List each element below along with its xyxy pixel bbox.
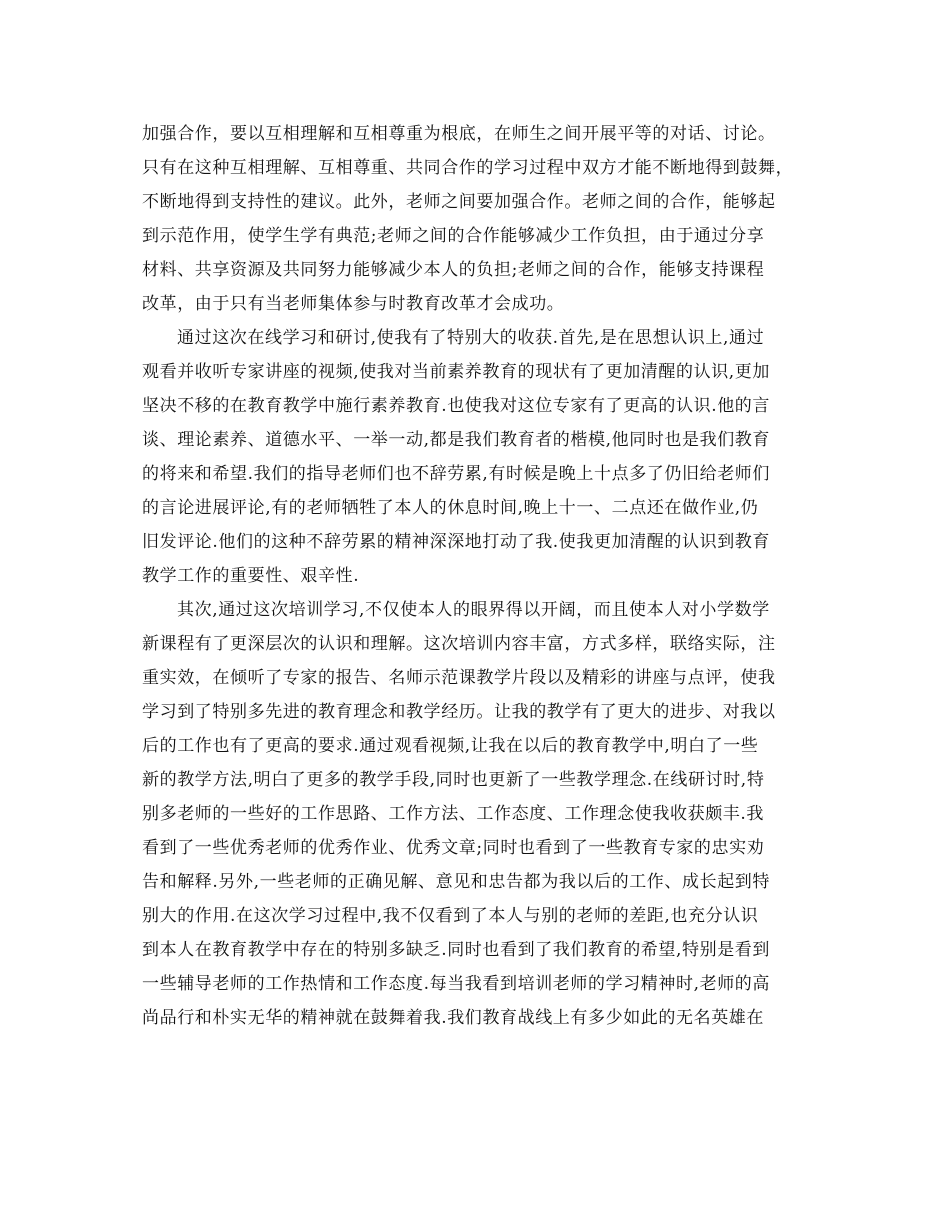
- document-body: [142, 117, 822, 1035]
- text-line: 教学工作的重要性、艰辛性.: [142, 566, 360, 586]
- text-line: 只有在这种互相理解、互相尊重、共同合作的学习过程中双方才能不断地得到鼓舞，: [142, 158, 794, 178]
- text-line: 材料、共享资源及共同努力能够减少本人的负担;老师之间的合作，能够支持课程: [142, 260, 765, 280]
- text-line: 看到了一些优秀老师的优秀作业、优秀文章;同时也看到了一些教育专家的忠实劝: [142, 838, 765, 858]
- text-line: 到本人在教育教学中存在的特别多缺乏.同时也看到了我们教育的希望,特别是看到: [142, 940, 771, 960]
- text-line: 观看并收听专家讲座的视频,使我对当前素养教育的现状有了更加清醒的认识,更加: [142, 362, 771, 382]
- text-line: 新的教学方法,明白了更多的教学手段,同时也更新了一些教学理念.在线研讨时,特: [142, 770, 765, 790]
- text-line: 坚决不移的在教育教学中施行素养教育.也使我对这位专家有了更高的认识.他的言: [142, 396, 771, 416]
- text-line: 新课程有了更深层次的认识和理解。这次培训内容丰富，方式多样，联络实际，注: [142, 634, 776, 654]
- text-line: 尚品行和朴实无华的精神就在鼓舞着我.我们教育战线上有多少如此的无名英雄在: [142, 1008, 765, 1028]
- text-line: 的言论进展评论,有的老师牺牲了本人的休息时间,晚上十一、二点还在做作业,仍: [142, 498, 759, 518]
- text-line: 别大的作用.在这次学习过程中,我不仅看到了本人与别的老师的差距,也充分认识: [142, 906, 759, 926]
- text-line: 谈、理论素养、道德水平、一举一动,都是我们教育者的楷模,他同时也是我们教育: [142, 430, 771, 450]
- text-line: 加强合作，要以互相理解和互相尊重为根底，在师生之间开展平等的对话、讨论。: [142, 124, 776, 144]
- paragraph-1: [142, 117, 822, 321]
- text-line: 别多老师的一些好的工作思路、工作方法、工作态度、工作理念使我收获颇丰.我: [142, 804, 765, 824]
- text-line: 通过这次在线学习和研讨,使我有了特别大的收获.首先,是在思想认识上,通过: [177, 328, 765, 348]
- text-line: 旧发评论.他们的这种不辞劳累的精神深深地打动了我.使我更加清醒的认识到教育: [142, 532, 771, 552]
- text-line: 其次,通过这次培训学习,不仅使本人的眼界得以开阔，而且使本人对小学数学: [177, 600, 770, 620]
- text-line: 学习到了特别多先进的教育理念和教学经历。让我的教学有了更大的进步、对我以: [142, 702, 776, 722]
- text-line: 不断地得到支持性的建议。此外，老师之间要加强合作。老师之间的合作，能够起: [142, 192, 776, 212]
- text-line: 后的工作也有了更高的要求.通过观看视频,让我在以后的教育教学中,明白了一些: [142, 736, 759, 756]
- text-line: 一些辅导老师的工作热情和工作态度.每当我看到培训老师的学习精神时,老师的高: [142, 974, 771, 994]
- text-line: 的将来和希望.我们的指导老师们也不辞劳累,有时候是晚上十点多了仍旧给老师们: [142, 464, 771, 484]
- paragraph-3: [142, 593, 822, 1035]
- text-line: 改革，由于只有当老师集体参与时教育改革才会成功。: [142, 294, 565, 314]
- text-line: 重实效，在倾听了专家的报告、名师示范课教学片段以及精彩的讲座与点评，使我: [142, 668, 776, 688]
- text-line: 到示范作用，使学生学有典范;老师之间的合作能够减少工作负担，由于通过分享: [142, 226, 765, 246]
- paragraph-2: [142, 321, 822, 593]
- text-line: 告和解释.另外,一些老师的正确见解、意见和忠告都为我以后的工作、成长起到特: [142, 872, 771, 892]
